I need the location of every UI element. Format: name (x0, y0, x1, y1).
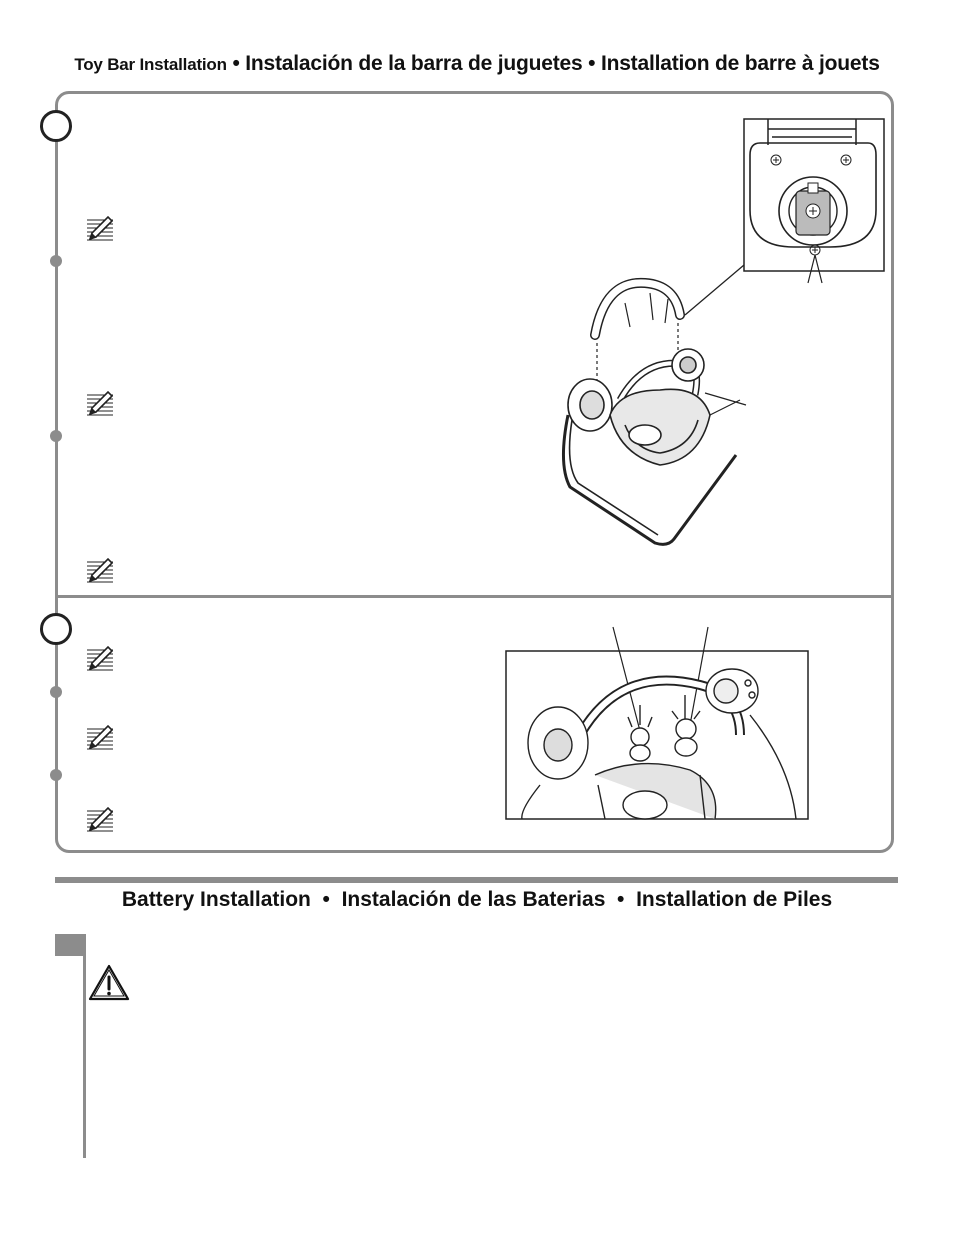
section-rule (55, 877, 898, 883)
pencil-note-icon (86, 723, 114, 751)
battery-title-sep-2: • (605, 888, 637, 911)
pencil-note-icon (86, 556, 114, 584)
bullet-dot (50, 769, 62, 781)
bullet-dot (50, 430, 62, 442)
screw-detail-inset (744, 119, 884, 283)
pencil-note-icon (86, 644, 114, 672)
battery-title-sep-1: • (310, 888, 342, 911)
bullet-dot (50, 686, 62, 698)
title-sep-2: • (582, 52, 601, 75)
battery-section-marker (55, 934, 85, 956)
title-en: Toy Bar Installation (74, 55, 227, 74)
toy-bar-section-title (0, 52, 954, 76)
step-2-circle-icon (40, 613, 72, 645)
swing-toy-bar-illustration (550, 115, 890, 555)
pencil-note-icon (86, 805, 114, 833)
pencil-note-icon (86, 389, 114, 417)
battery-title-en: Battery Installation (121, 888, 311, 911)
title-fr: Installation de barre à jouets (600, 52, 880, 75)
bullet-dot (50, 255, 62, 267)
toys-on-bar-illustration (500, 625, 812, 825)
battery-title-fr: Installation de Piles (636, 888, 833, 911)
warning-triangle-icon (88, 964, 130, 1002)
pencil-note-icon (86, 214, 114, 242)
step-1-circle-icon (40, 110, 72, 142)
swing-seat-drawing (563, 349, 746, 544)
battery-title-es: Instalación de las Baterias (341, 888, 606, 911)
battery-section-title (0, 888, 954, 912)
title-sep-1: • (226, 52, 246, 75)
battery-section-rule (83, 934, 86, 1158)
step-divider (55, 595, 894, 598)
title-es: Instalación de la barra de juguetes (245, 52, 583, 75)
